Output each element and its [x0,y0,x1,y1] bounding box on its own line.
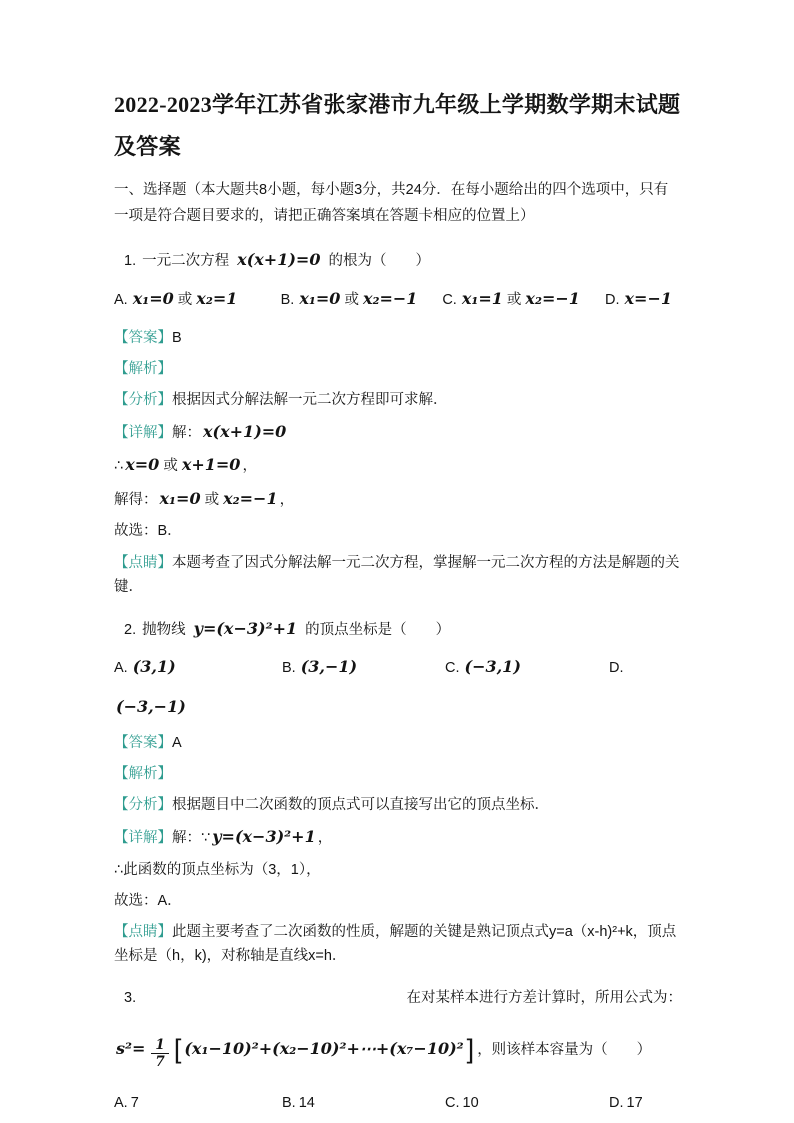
option-formula: x₂=−1 [362,288,418,308]
stem-text: 在对某样本进行方差计算时，所用公式为： [406,989,682,1006]
option-formula [678,289,682,308]
option-value: (3,1) [132,657,176,677]
xiangjie-text: ， [317,830,333,846]
xiangjie-text: 解： [172,424,201,441]
question-1 [114,246,682,599]
step-formula: x+1=0 [181,455,241,475]
stem-text: 的根为（ ） [328,253,430,270]
option-a [114,1090,282,1116]
option-formula: x=−1 [624,288,672,308]
jiexi-line [114,762,682,786]
option-c [445,1090,609,1116]
xiangjie-line [114,419,682,446]
fraction-numerator: 1 [155,1036,165,1053]
page-title-line2: 及答案 [114,134,181,160]
option-formula: x₂=1 [196,288,238,308]
page-title-line1: 2022-2023学年江苏省张家港市九年级上学期数学期末试题 [114,92,681,117]
step-text: ， [279,491,295,508]
option-label: D. [605,291,620,308]
question-2 [114,615,682,968]
formula-head: s²= [116,1039,146,1059]
dianjing-label: 【点睛】 [114,554,172,571]
option-label: A. [114,1094,128,1111]
option-value: 14 [298,1094,315,1111]
option-d [609,653,682,682]
left-bracket: [ [173,1034,182,1065]
question-1-stem [114,246,682,275]
step-formula: x=0 [125,455,160,475]
option-a [114,653,282,682]
step-text: ∴ [114,458,124,475]
fenxi-line [114,388,682,412]
fenxi-label: 【分析】 [114,391,172,408]
fraction [149,1038,170,1069]
step-conjunction: 或 [163,458,178,475]
option-label: D. [609,1094,624,1111]
fraction-denominator: 7 [151,1053,168,1069]
answer-line [114,731,682,755]
question-number: 2. [124,621,137,638]
option-a [114,285,281,314]
conclusion-line: 故选：A． [114,892,182,909]
option-value: 7 [130,1094,139,1111]
option-formula: x₁=0 [299,288,341,308]
question-2-stem [114,615,682,644]
question-3 [114,986,682,1116]
jiexi-label: 【解析】 [114,765,172,782]
solution-step: ∴此函数的顶点坐标为（3，1）， [114,861,321,878]
option-value: (−3,−1) [116,697,186,717]
option-value: 17 [626,1094,643,1111]
xiangjie-formula: x(x+1)=0 [203,421,287,441]
dianjing-label: 【点睛】 [114,923,172,940]
option-c [442,285,605,314]
question-3-stem [114,986,682,1011]
dianjing-line [114,920,682,968]
option-d [609,1090,682,1116]
fenxi-label: 【分析】 [114,796,172,813]
option-label: C. [445,660,460,677]
fenxi-text: 根据题目中二次函数的顶点式可以直接写出它的顶点坐标． [172,796,549,813]
conclusion-line: 故选：B． [114,523,182,540]
answer-label: 【答案】 [114,734,172,751]
option-conjunction: 或 [506,291,522,308]
section-intro: 一、选择题（本大题共8小题，每小题3分，共24分．在每小题给出的四个选项中，只有一项是符合题目要求的，请把正确答案填在答题卡相应的位置上） [114,182,669,225]
step-text: 解得： [114,491,158,508]
stem-formula: x(x+1)=0 [237,250,321,270]
option-value: (3,−1) [300,657,358,677]
step-conjunction: 或 [204,491,220,508]
stem-text: 的顶点坐标是（ ） [305,621,451,638]
xiangjie-label: 【详解】 [114,830,172,846]
right-bracket: ] [466,1034,475,1065]
option-label: D. [609,660,624,677]
option-conjunction: 或 [344,291,359,308]
dianjing-line [114,551,682,599]
question-3-formula [114,1020,682,1079]
option-label: A. [114,660,128,677]
option-label: B. [280,291,295,308]
question-1-options [114,285,682,314]
step-text: ， [242,458,257,475]
answer-value: A [172,734,182,751]
option-b [282,1090,445,1116]
question-2-options [114,653,682,682]
fenxi-text: 根据因式分解法解一元二次方程即可求解． [172,391,448,408]
solution-step [114,486,682,513]
solution-step [114,452,682,479]
dianjing-text: 此题主要考查了二次函数的性质，解题的关键是熟记顶点式y=a（x-h)²+k，顶点坐标是（h，k)，对称轴是直线x=h． [114,923,677,964]
option-d-wrapped-value [114,694,682,721]
question-number: 1. [124,253,137,270]
option-value: (−3,1) [464,657,521,677]
answer-value: B [172,329,182,346]
stem-text: 抛物线 [142,621,186,638]
jiexi-line [114,357,682,381]
option-label: B. [282,1094,296,1111]
xiangjie-text: 解：∵ [172,830,211,846]
option-label: A. [114,291,128,308]
option-label: C. [442,291,457,308]
option-b [281,285,443,314]
option-formula: x₁=1 [461,288,503,308]
option-d [605,285,682,314]
stem-text: ，则该样本容量为（ ） [477,1042,652,1059]
option-label: C. [445,1094,460,1111]
question-3-options [114,1090,682,1116]
option-formula: x₂=−1 [525,288,580,308]
fenxi-line [114,793,682,817]
option-value [627,657,631,676]
xiangjie-label: 【详解】 [114,424,172,441]
dianjing-text: 本题考查了因式分解法解一元二次方程，掌握解一元二次方程的方法是解题的关键． [114,554,680,595]
option-label: B. [282,660,296,677]
answer-label: 【答案】 [114,329,172,346]
formula-body: (x₁−10)²+(x₂−10)²+⋯+(x₇−10)² [184,1039,464,1059]
stem-text: 一元二次方程 [142,253,230,270]
jiexi-label: 【解析】 [114,360,172,377]
stem-formula: y=(x−3)²+1 [193,618,298,638]
xiangjie-formula: y=(x−3)²+1 [212,827,316,846]
step-formula: x₂=−1 [223,488,278,508]
question-number: 3. [124,989,137,1006]
option-formula: x₁=0 [132,288,174,308]
option-conjunction: 或 [177,291,193,308]
page-title [114,84,682,168]
option-b [282,653,445,682]
xiangjie-line [114,824,682,851]
step-formula: x₁=0 [159,488,201,508]
option-c [445,653,609,682]
option-value: 10 [462,1094,479,1111]
answer-line [114,326,682,350]
